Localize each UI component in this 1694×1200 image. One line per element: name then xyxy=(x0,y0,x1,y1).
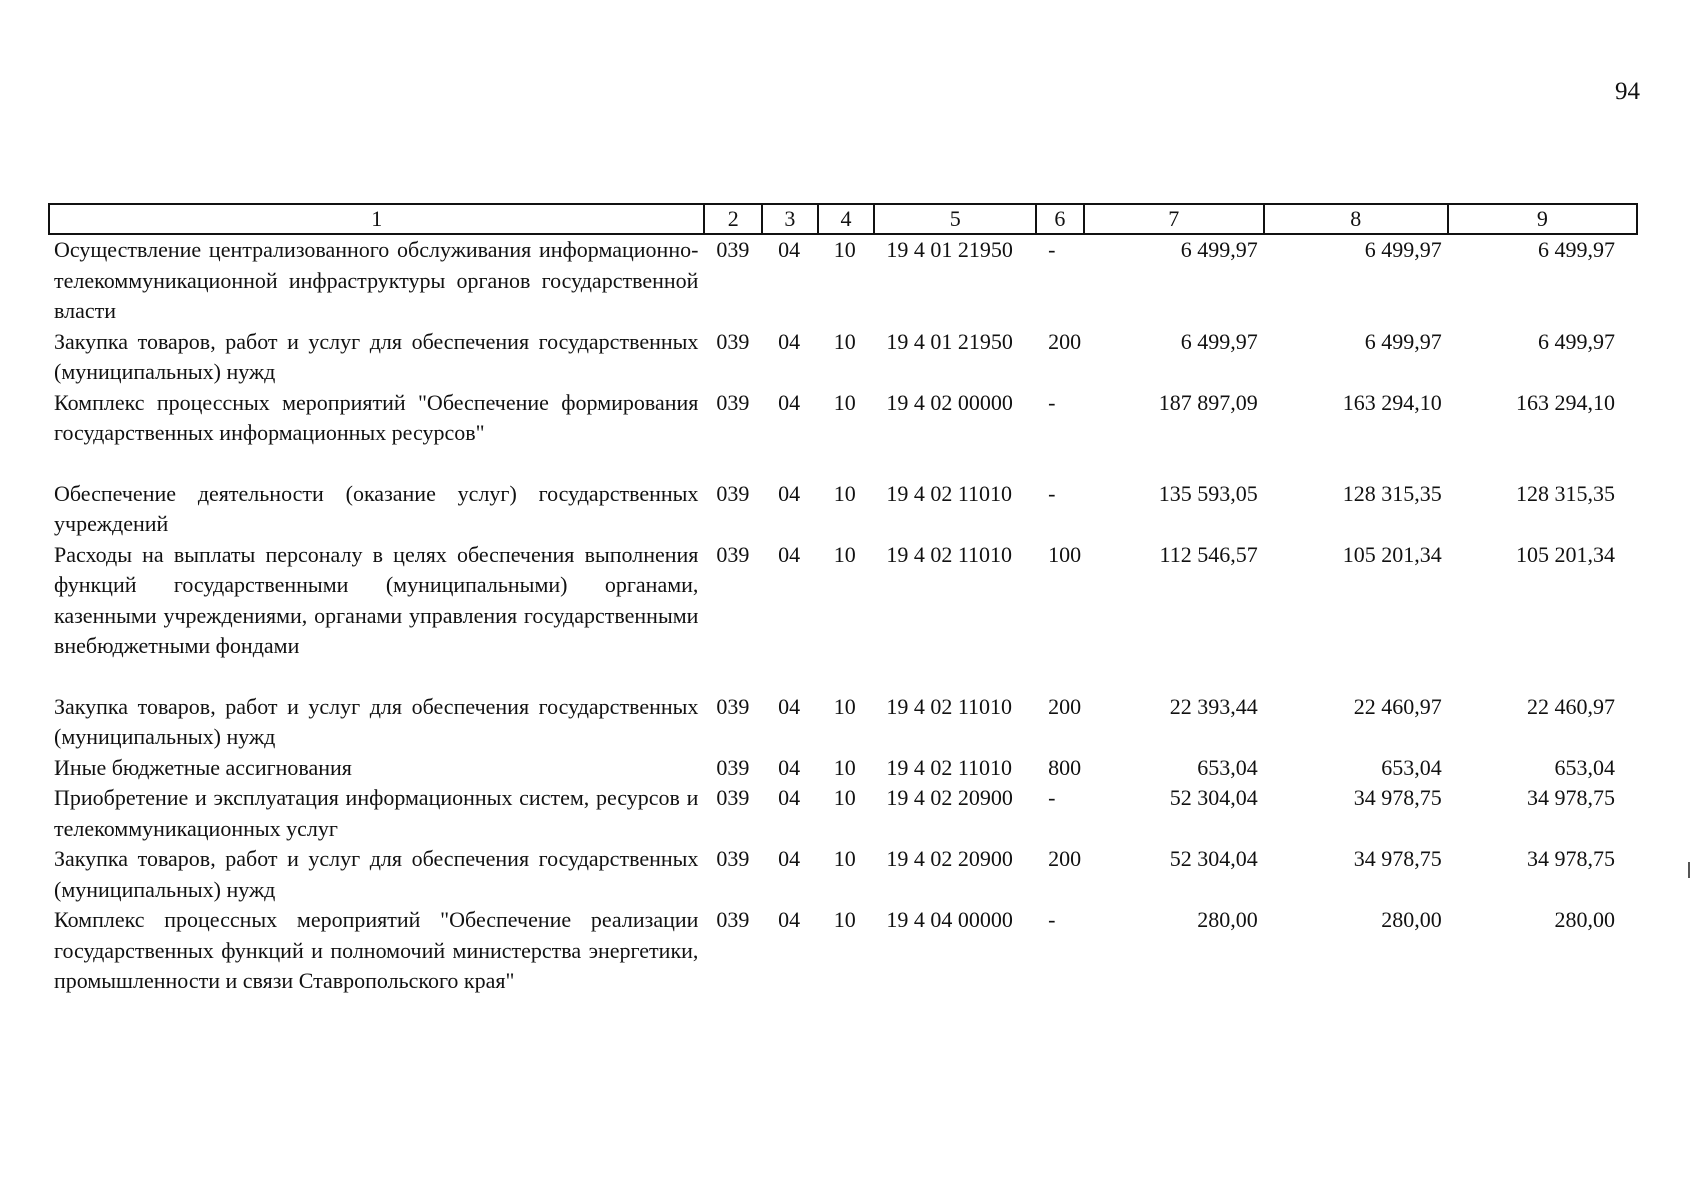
row-amount-cell: 6 499,97 xyxy=(1180,328,1258,354)
row-amount-cell: 52 304,04 xyxy=(1169,785,1258,810)
row-name-cell: Осуществление централизованного обслуживания информационно-телекоммуникационной инфраструктуры органов государственной власти xyxy=(54,237,699,323)
row-code-cell: 04 xyxy=(778,328,801,354)
row-amount-cell: 163 294,10 xyxy=(1342,389,1442,415)
row-code-cell: 10 xyxy=(833,907,856,932)
table-row xyxy=(49,540,1637,692)
row-code-cell: 10 xyxy=(833,541,856,567)
row-code-cell: 04 xyxy=(778,237,801,262)
row-amount-cell: 653,04 xyxy=(1381,754,1442,780)
row-amount-cell: 112 546,57 xyxy=(1159,541,1258,567)
row-amount-cell: 163 294,10 xyxy=(1516,389,1615,415)
row-code-cell: 19 4 02 00000 xyxy=(886,389,1013,415)
row-amount-cell: 6 499,97 xyxy=(1364,237,1442,262)
row-name-cell: Комплекс процессных мероприятий "Обеспечение реализации государственных функций и полномочий министерства энергетики, промышленности и связи Ставропольского края" xyxy=(54,907,699,993)
row-code-cell: 19 4 02 20900 xyxy=(886,846,1013,871)
row-amount-cell: 34 978,75 xyxy=(1527,785,1615,810)
row-code-cell: 19 4 04 00000 xyxy=(886,907,1013,932)
row-amount-cell: 22 460,97 xyxy=(1527,693,1615,719)
row-name-cell: Обеспечение деятельности (оказание услуг) государственных учреждений xyxy=(54,480,699,536)
page-number: 94 xyxy=(1615,78,1640,105)
row-code-cell: 039 xyxy=(716,846,750,871)
row-amount-cell: 128 315,35 xyxy=(1516,480,1615,506)
row-amount-cell: 653,04 xyxy=(1197,754,1258,780)
row-name-cell: Закупка товаров, работ и услуг для обеспечения государственных (муниципальных) нужд xyxy=(54,693,699,749)
row-amount-cell: 135 593,05 xyxy=(1158,480,1258,506)
row-code-cell: 10 xyxy=(833,754,856,780)
row-code-cell: 039 xyxy=(716,907,750,932)
row-code-cell: 19 4 02 11010 xyxy=(886,541,1013,567)
row-amount-cell: 34 978,75 xyxy=(1353,785,1442,810)
row-code-cell: 04 xyxy=(778,389,801,415)
row-code-cell: 039 xyxy=(716,754,750,780)
row-code-cell: 04 xyxy=(778,541,801,567)
row-code-cell: 10 xyxy=(833,237,856,262)
row-code-cell: - xyxy=(1048,480,1056,506)
row-amount-cell: 105 201,34 xyxy=(1342,541,1442,567)
row-code-cell: 19 4 01 21950 xyxy=(886,328,1013,354)
row-amount-cell: 280,00 xyxy=(1554,907,1615,932)
row-code-cell: 039 xyxy=(716,785,750,810)
table-row xyxy=(49,479,1637,540)
column-header: 1 xyxy=(49,204,704,234)
row-code-cell: 19 4 02 20900 xyxy=(886,785,1013,810)
row-code-cell: 100 xyxy=(1048,541,1082,567)
row-code-cell: 200 xyxy=(1048,328,1082,354)
row-amount-cell: 52 304,04 xyxy=(1169,846,1258,871)
row-amount-cell: 653,04 xyxy=(1554,754,1615,780)
row-code-cell: 04 xyxy=(778,846,801,871)
row-amount-cell: 187 897,09 xyxy=(1158,389,1258,415)
row-code-cell: 200 xyxy=(1048,693,1082,719)
row-name-cell: Приобретение и эксплуатация информационных систем, ресурсов и телекоммуникационных услуг xyxy=(54,785,699,841)
row-code-cell: 039 xyxy=(716,389,750,415)
row-code-cell: 19 4 01 21950 xyxy=(886,237,1013,262)
table-row xyxy=(49,327,1637,388)
row-code-cell: 19 4 02 11010 xyxy=(886,480,1013,506)
row-code-cell: 039 xyxy=(716,693,750,719)
row-code-cell: 10 xyxy=(833,389,856,415)
row-code-cell: 10 xyxy=(833,693,856,719)
row-amount-cell: 6 499,97 xyxy=(1538,328,1615,354)
row-code-cell: 800 xyxy=(1048,754,1082,780)
table-body xyxy=(49,234,1637,997)
row-amount-cell: 128 315,35 xyxy=(1342,480,1442,506)
row-code-cell: - xyxy=(1048,907,1056,932)
table-row xyxy=(49,844,1637,905)
table-row xyxy=(49,783,1637,844)
row-amount-cell: 105 201,34 xyxy=(1516,541,1615,567)
row-name-cell: Расходы на выплаты персоналу в целях обеспечения выполнения функций государственными (муниципальными) органами, казенными учреждениями, органами управления государственными внебюджетными фондами xyxy=(54,541,699,658)
column-header: 5 xyxy=(874,204,1036,234)
row-amount-cell: 6 499,97 xyxy=(1180,237,1258,262)
header-row xyxy=(49,204,1637,234)
row-name-cell: Закупка товаров, работ и услуг для обеспечения государственных (муниципальных) нужд xyxy=(54,846,699,902)
row-code-cell: 04 xyxy=(778,480,801,506)
row-amount-cell: 6 499,97 xyxy=(1364,328,1442,354)
row-code-cell: 19 4 02 11010 xyxy=(886,754,1013,780)
row-code-cell: 10 xyxy=(833,846,856,871)
row-code-cell: 039 xyxy=(716,237,750,262)
row-amount-cell: 280,00 xyxy=(1381,907,1442,932)
row-amount-cell: 22 393,44 xyxy=(1169,693,1258,719)
row-code-cell: 039 xyxy=(716,328,750,354)
row-code-cell: 200 xyxy=(1048,846,1082,871)
row-code-cell: 04 xyxy=(778,754,801,780)
row-name-cell: Комплекс процессных мероприятий "Обеспечение формирования государственных информационных ресурсов" xyxy=(54,389,699,445)
row-code-cell: - xyxy=(1048,389,1056,415)
table-row xyxy=(49,753,1637,784)
column-header: 3 xyxy=(762,204,818,234)
row-code-cell: 10 xyxy=(833,785,856,810)
table-row xyxy=(49,692,1637,753)
row-amount-cell: 22 460,97 xyxy=(1353,693,1442,719)
column-header: 2 xyxy=(704,204,762,234)
row-code-cell: 039 xyxy=(716,480,750,506)
column-header: 9 xyxy=(1448,204,1637,234)
row-amount-cell: 6 499,97 xyxy=(1538,237,1615,262)
column-header: 6 xyxy=(1036,204,1084,234)
row-code-cell: - xyxy=(1048,237,1056,262)
table-row xyxy=(49,234,1637,327)
scan-edge-mark xyxy=(1688,862,1690,878)
row-amount-cell: 34 978,75 xyxy=(1527,846,1615,871)
table-row xyxy=(49,388,1637,479)
row-code-cell: 04 xyxy=(778,785,801,810)
table-row xyxy=(49,905,1637,997)
row-code-cell: - xyxy=(1048,785,1056,810)
row-amount-cell: 280,00 xyxy=(1197,907,1258,932)
row-code-cell: 10 xyxy=(833,328,856,354)
row-code-cell: 10 xyxy=(833,480,856,506)
row-code-cell: 039 xyxy=(716,541,750,567)
column-header: 8 xyxy=(1264,204,1448,234)
row-amount-cell: 34 978,75 xyxy=(1353,846,1442,871)
budget-table xyxy=(48,203,1638,997)
column-header: 7 xyxy=(1084,204,1264,234)
row-code-cell: 19 4 02 11010 xyxy=(886,693,1013,719)
row-name-cell: Закупка товаров, работ и услуг для обеспечения государственных (муниципальных) нужд xyxy=(54,328,699,384)
row-code-cell: 04 xyxy=(778,907,801,932)
row-name-cell: Иные бюджетные ассигнования xyxy=(54,754,352,780)
row-code-cell: 04 xyxy=(778,693,801,719)
column-header: 4 xyxy=(818,204,875,234)
